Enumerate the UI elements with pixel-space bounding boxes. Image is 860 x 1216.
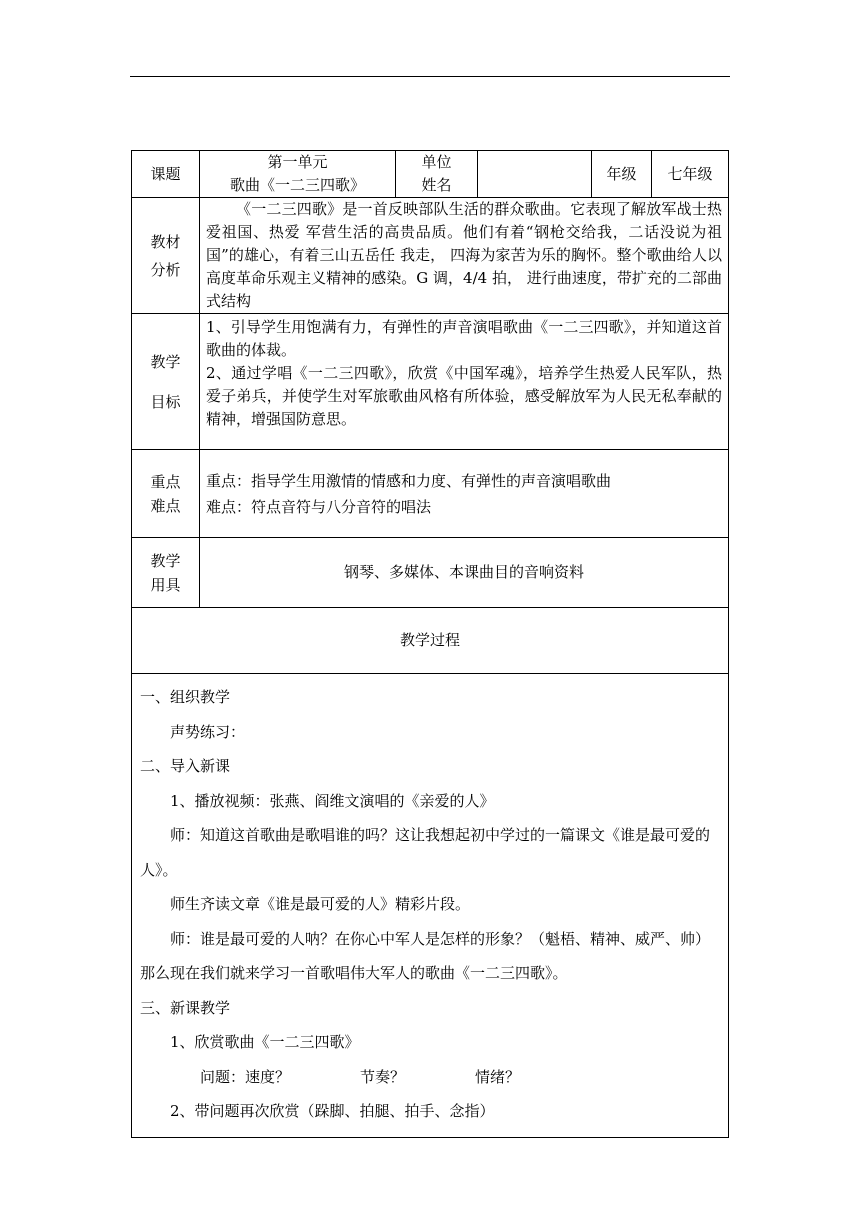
question-rhythm: 节奏？	[360, 1067, 406, 1086]
process-title-row	[132, 608, 729, 674]
grade-value: 七年级	[652, 151, 729, 198]
school-label-line2: 姓名	[421, 176, 452, 194]
header-rule	[130, 76, 730, 77]
section-organize: 一、组织教学	[140, 688, 231, 706]
topic-value	[200, 151, 396, 198]
grade-label: 年级	[592, 151, 652, 198]
goals-label-line1: 教学	[150, 352, 181, 371]
song-name: 歌曲《一二三四歌》	[229, 176, 365, 194]
focus-label	[132, 450, 200, 538]
goal-item-1: 1、引导学生用饱满有力，有弹性的声音演唱歌曲《一二三四歌》，并知道这首歌曲的体裁。	[206, 318, 722, 359]
topic-label: 课题	[132, 151, 200, 198]
goals-text	[200, 314, 729, 450]
tools-label-line1: 教学	[150, 551, 181, 570]
tools-label	[132, 538, 200, 608]
rhythm-practice: 声势练习：	[170, 722, 246, 741]
teacher-question-1: 师：知道这首歌曲是歌唱谁的吗？这让我想起初中学过的一篇课文《谁是最可爱的人》。	[140, 826, 711, 879]
key-point: 重点：指导学生用激情的情感和力度、有弹性的声音演唱歌曲	[206, 471, 612, 490]
teacher-question-2: 师：谁是最可爱的人呐？在你心中军人是怎样的形象？（魁梧、精神、威严、帅）那么现在我们就来学习一首歌唱伟大军人的歌曲《一二三四歌》。	[140, 929, 711, 982]
process-content	[132, 674, 729, 1138]
unit-name: 第一单元	[267, 153, 328, 171]
goal-item-2: 2、通过学唱《一二三四歌》，欣赏《中国军魂》，培养学生热爱人民军队，热爱子弟兵，并使学生对军旅歌曲风格有所体验，感受解放军为人民无私奉献的精神，增强国防意思。	[206, 364, 722, 428]
tools-row	[132, 538, 729, 608]
analysis-row	[132, 198, 729, 314]
goals-row	[132, 314, 729, 450]
focus-label-line2: 难点	[150, 496, 181, 515]
goals-label-line2: 目标	[150, 392, 181, 411]
tools-label-line2: 用具	[150, 575, 181, 594]
process-title: 教学过程	[132, 608, 729, 674]
appreciate-again: 2、带问题再次欣赏（跺脚、拍腿、拍手、念指）	[170, 1102, 495, 1120]
school-label-line1: 单位	[421, 153, 452, 171]
lesson-plan-table	[131, 150, 729, 1138]
read-together: 师生齐读文章《谁是最可爱的人》精彩片段。	[170, 895, 471, 913]
analysis-text: 《一二三四歌》是一首反映部队生活的群众歌曲。它表现了解放军战士热爱祖国、热爱 军营生活的高贵品质。他们有着“钢枪交给我，二话没说为祖国”的雄心，有着三山五岳任 我走， 四海为家苦为乐的胸怀。整个歌曲给人以高度革命乐观主义精神的感染。G 调，4/4 拍， 进行曲速度，带扩充的二部曲式结构	[200, 198, 729, 314]
analysis-label	[132, 198, 200, 314]
process-row	[132, 674, 729, 1138]
section-new-lesson: 三、新课教学	[140, 998, 231, 1017]
analysis-label-line1: 教材	[150, 232, 181, 251]
play-video: 1、播放视频：张燕、阎维文演唱的《亲爱的人》	[170, 791, 495, 810]
focus-row	[132, 450, 729, 538]
analysis-label-line2: 分析	[150, 260, 181, 279]
school-name-label	[396, 151, 478, 198]
section-intro: 二、导入新课	[140, 757, 231, 775]
question-speed: 问题：速度？	[200, 1067, 291, 1086]
question-mood: 情绪？	[475, 1067, 521, 1086]
focus-label-line1: 重点	[150, 472, 181, 491]
title-row	[132, 151, 729, 198]
school-name-value	[478, 151, 592, 198]
focus-text	[200, 450, 729, 538]
tools-text: 钢琴、多媒体、本课曲目的音响资料	[200, 538, 729, 608]
goals-label	[132, 314, 200, 450]
appreciate-song: 1、欣赏歌曲《一二三四歌》	[170, 1033, 360, 1051]
difficulty: 难点：符点音符与八分音符的唱法	[206, 497, 432, 516]
questions-line	[140, 1060, 720, 1095]
